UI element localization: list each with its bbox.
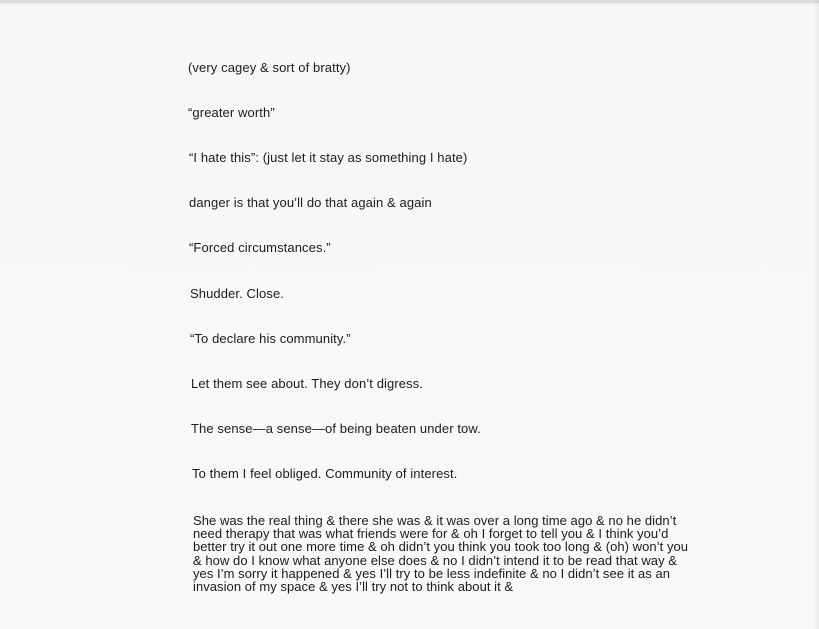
text-line-9: The sense—a sense—of being beaten under tow. <box>191 421 481 436</box>
paragraph-line-6: invasion of my space & yes I’ll try not to think about it & <box>193 579 514 595</box>
text-line-2: “greater worth” <box>188 105 275 120</box>
text-line-5: “Forced circumstances.” <box>189 240 331 255</box>
text-line-8: Let them see about. They don’t digress. <box>191 376 424 391</box>
text-line-7: “To declare his community.” <box>190 331 351 346</box>
text-line-6: Shudder. Close. <box>190 286 285 301</box>
text-line-10: To them I feel obliged. Community of interest. <box>192 466 458 481</box>
paragraph-line-3: better try it out one more time & oh didn’t you think you took too long & (oh) won’t you <box>193 539 689 555</box>
text-line-1: (very cagey & sort of bratty) <box>188 60 351 75</box>
paragraph-line-2: need therapy that was what friends were for & oh I forget to tell you & I think you’d <box>193 526 669 542</box>
text-line-4: danger is that you’ll do that again & again <box>189 195 432 210</box>
page-right-shadow <box>813 0 819 629</box>
paragraph-line-4: & how do I know what anyone else does & no I didn’t intend it to be read that way & <box>193 552 678 568</box>
closing-paragraph <box>193 514 733 593</box>
paragraph-line-1: She was the real thing & there she was & it was over a long time ago & no he didn’t <box>193 513 677 528</box>
text-line-3: “I hate this”: (just let it stay as something I hate) <box>189 150 468 165</box>
page-top-edge <box>0 0 819 3</box>
paragraph-line-5: yes I’m sorry it happened & yes I’ll try to be less indefinite & no I didn’t see it as an <box>193 565 671 581</box>
